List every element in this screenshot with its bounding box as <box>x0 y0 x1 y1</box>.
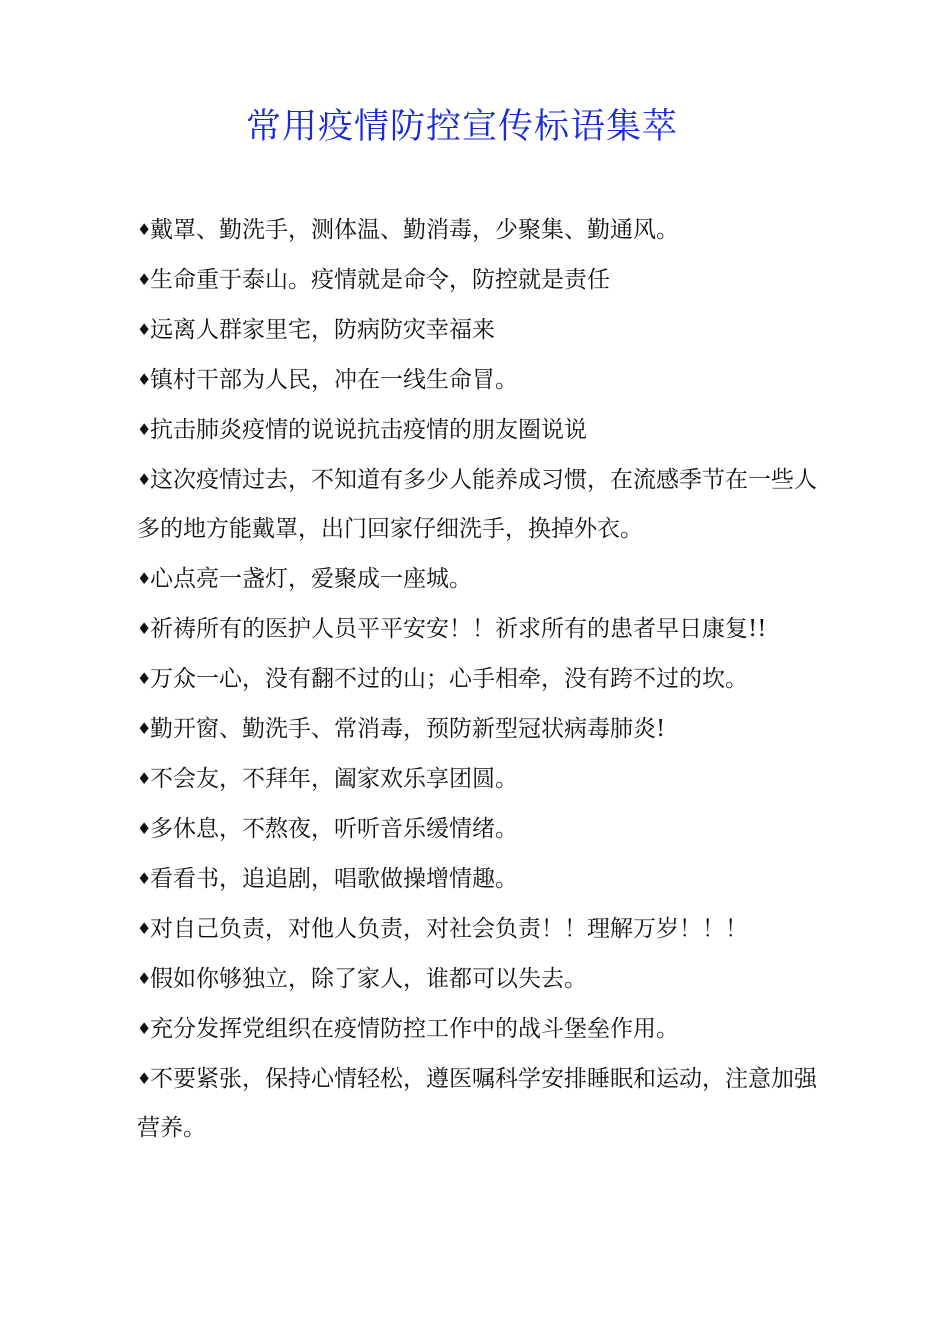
slogan-item <box>137 854 817 904</box>
slogan-text: 远离人群家里宅，防病防灾幸福来 <box>150 317 495 343</box>
diamond-bullet-icon: ♦ <box>137 969 152 988</box>
slogan-item <box>137 604 817 654</box>
slogan-item <box>137 554 817 604</box>
slogan-text: 不会友，不拜年，阖家欢乐享团圆。 <box>150 766 518 792</box>
slogan-text: 看看书，追追剧，唱歌做操增情趣。 <box>150 866 518 892</box>
slogan-item <box>137 704 817 754</box>
slogan-list <box>137 205 817 1153</box>
document-title: 常用疫情防控宣传标语集萃 <box>245 107 678 147</box>
slogan-text: 这次疫情过去，不知道有多少人能养成习惯，在流感季节在一些人多的地方能戴罩，出门回家仔细洗手，换掉外衣。 <box>137 467 817 542</box>
diamond-bullet-icon: ♦ <box>137 569 152 588</box>
diamond-bullet-icon: ♦ <box>137 420 152 439</box>
slogan-item <box>137 205 817 255</box>
diamond-bullet-icon: ♦ <box>137 819 152 838</box>
diamond-bullet-icon: ♦ <box>137 619 152 638</box>
slogan-text: 心点亮一盏灯，爱聚成一座城。 <box>150 566 472 592</box>
slogan-text: 充分发挥党组织在疫情防控工作中的战斗堡垒作用。 <box>150 1016 679 1042</box>
diamond-bullet-icon: ♦ <box>137 470 152 489</box>
slogan-text: 镇村干部为人民，冲在一线生命冒。 <box>150 367 518 393</box>
slogan-text: 生命重于泰山。疫情就是命令，防控就是责任 <box>150 267 610 293</box>
slogan-item <box>137 904 817 954</box>
diamond-bullet-icon: ♦ <box>137 669 152 688</box>
slogan-text: 抗击肺炎疫情的说说抗击疫情的朋友圈说说 <box>150 417 587 443</box>
diamond-bullet-icon: ♦ <box>137 220 152 239</box>
slogan-text: 祈祷所有的医护人员平平安安！！祈求所有的患者早日康复!! <box>150 616 767 642</box>
slogan-item <box>137 954 817 1004</box>
diamond-bullet-icon: ♦ <box>137 1069 152 1088</box>
slogan-text: 对自己负责，对他人负责，对社会负责！！理解万岁！！！ <box>150 916 748 942</box>
slogan-item <box>137 804 817 854</box>
diamond-bullet-icon: ♦ <box>137 769 152 788</box>
diamond-bullet-icon: ♦ <box>137 320 152 339</box>
diamond-bullet-icon: ♦ <box>137 1019 152 1038</box>
slogan-text: 假如你够独立，除了家人，谁都可以失去。 <box>150 966 587 992</box>
slogan-item <box>137 1004 817 1054</box>
slogan-item <box>137 405 817 455</box>
diamond-bullet-icon: ♦ <box>137 869 152 888</box>
diamond-bullet-icon: ♦ <box>137 719 152 738</box>
slogan-text: 勤开窗、勤洗手、常消毒，预防新型冠状病毒肺炎! <box>150 716 666 742</box>
slogan-item <box>137 654 817 704</box>
slogan-item <box>137 305 817 355</box>
slogan-text: 戴罩、勤洗手，测体温、勤消毒，少聚集、勤通风。 <box>150 217 679 243</box>
slogan-item <box>137 355 817 405</box>
diamond-bullet-icon: ♦ <box>137 270 152 289</box>
slogan-text: 不要紧张，保持心情轻松，遵医嘱科学安排睡眠和运动，注意加强营养。 <box>137 1066 817 1141</box>
slogan-text: 万众一心，没有翻不过的山；心手相牵，没有跨不过的坎。 <box>150 666 748 692</box>
slogan-item <box>137 754 817 804</box>
diamond-bullet-icon: ♦ <box>137 919 152 938</box>
slogan-item <box>137 455 817 554</box>
slogan-item <box>137 255 817 305</box>
slogan-text: 多休息，不熬夜，听听音乐缓情绪。 <box>150 816 518 842</box>
diamond-bullet-icon: ♦ <box>137 370 152 389</box>
slogan-item <box>137 1054 817 1153</box>
